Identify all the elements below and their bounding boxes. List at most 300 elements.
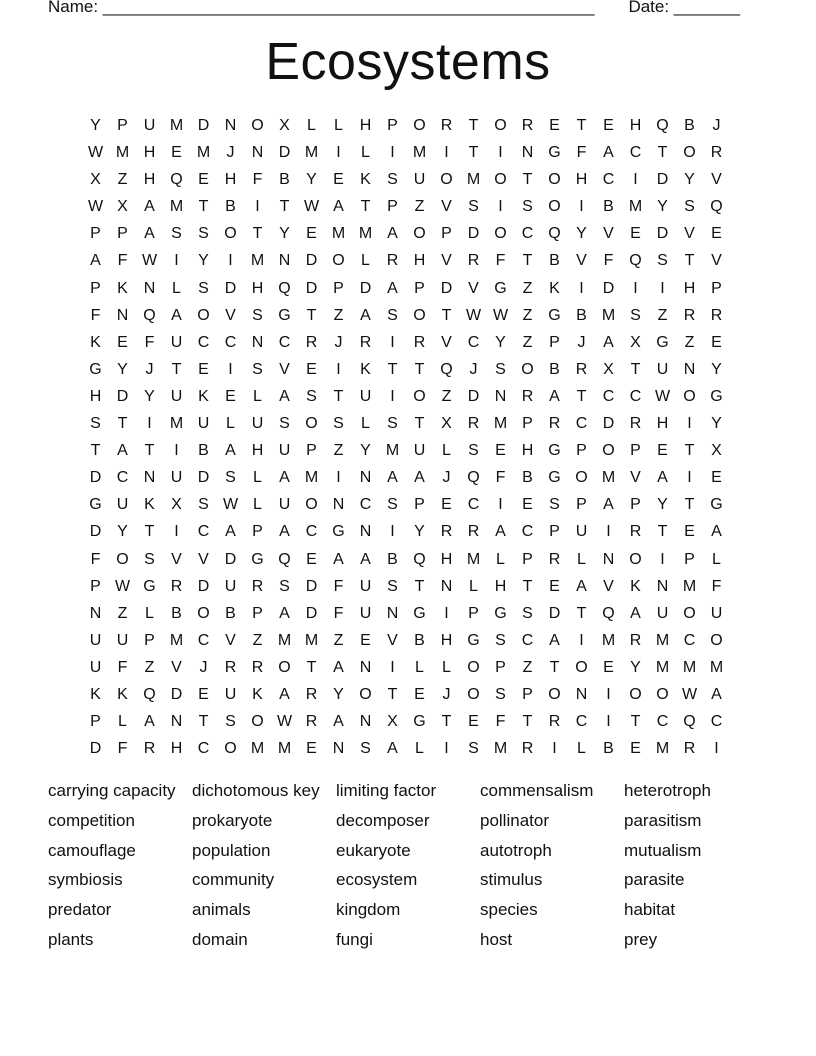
grid-letter[interactable]: A	[414, 469, 425, 487]
grid-letter[interactable]: T	[468, 144, 479, 162]
grid-letter[interactable]: A	[603, 144, 614, 162]
date-field[interactable]: Date: _______	[628, 0, 740, 16]
grid-letter[interactable]: A	[549, 631, 560, 649]
grid-letter[interactable]: T	[171, 360, 182, 378]
grid-letter[interactable]: E	[522, 496, 533, 514]
grid-letter[interactable]: E	[171, 144, 182, 162]
grid-letter[interactable]: Q	[278, 550, 291, 568]
grid-letter[interactable]: Z	[657, 306, 668, 324]
grid-letter[interactable]: O	[683, 387, 696, 405]
grid-letter[interactable]: M	[655, 658, 670, 676]
grid-letter[interactable]: O	[197, 604, 210, 622]
grid-letter[interactable]: O	[548, 685, 561, 703]
grid-letter[interactable]: E	[711, 333, 722, 351]
grid-letter[interactable]: N	[332, 496, 345, 514]
grid-letter[interactable]: B	[603, 198, 614, 216]
grid-letter[interactable]: Q	[710, 198, 723, 216]
grid-letter[interactable]: L	[577, 550, 586, 568]
grid-letter[interactable]: N	[251, 144, 264, 162]
grid-letter[interactable]: T	[441, 713, 452, 731]
grid-letter[interactable]: R	[413, 333, 426, 351]
grid-letter[interactable]: E	[414, 685, 425, 703]
grid-letter[interactable]: R	[440, 523, 453, 541]
grid-letter[interactable]: C	[629, 144, 642, 162]
grid-letter[interactable]: J	[712, 117, 721, 134]
grid-letter[interactable]: F	[495, 469, 506, 487]
grid-letter[interactable]: E	[441, 496, 452, 514]
grid-letter[interactable]: R	[629, 523, 642, 541]
grid-letter[interactable]: A	[333, 713, 344, 731]
grid-letter[interactable]: A	[387, 225, 398, 243]
grid-letter[interactable]: M	[196, 144, 211, 162]
grid-letter[interactable]: Y	[90, 117, 101, 134]
grid-letter[interactable]: R	[305, 685, 318, 703]
grid-letter[interactable]: N	[89, 604, 102, 622]
grid-letter[interactable]: M	[466, 550, 481, 568]
grid-letter[interactable]: L	[361, 415, 370, 433]
grid-letter[interactable]: X	[603, 360, 614, 378]
grid-letter[interactable]: S	[90, 415, 101, 433]
grid-letter[interactable]: W	[492, 306, 509, 324]
grid-letter[interactable]: R	[683, 306, 696, 324]
grid-letter[interactable]: O	[413, 387, 426, 405]
grid-letter[interactable]: Q	[170, 171, 183, 189]
grid-letter[interactable]: S	[225, 713, 236, 731]
grid-letter[interactable]: M	[331, 225, 346, 243]
grid-letter[interactable]: P	[90, 577, 101, 595]
grid-letter[interactable]: I	[174, 523, 179, 541]
grid-letter[interactable]: P	[522, 550, 533, 568]
grid-letter[interactable]: S	[495, 360, 506, 378]
grid-letter[interactable]: M	[493, 415, 508, 433]
grid-letter[interactable]: V	[198, 550, 209, 568]
grid-letter[interactable]: M	[358, 225, 373, 243]
grid-letter[interactable]: Y	[711, 415, 722, 433]
grid-letter[interactable]: H	[440, 550, 453, 568]
grid-letter[interactable]: F	[117, 252, 128, 270]
grid-letter[interactable]: Q	[413, 550, 426, 568]
grid-letter[interactable]: I	[147, 415, 152, 433]
grid-letter[interactable]: B	[225, 198, 236, 216]
grid-letter[interactable]: Z	[117, 171, 128, 189]
grid-letter[interactable]: Y	[333, 685, 344, 703]
grid-letter[interactable]: T	[279, 198, 290, 216]
grid-letter[interactable]: U	[89, 631, 102, 649]
grid-letter[interactable]: O	[359, 685, 372, 703]
grid-letter[interactable]: E	[549, 577, 560, 595]
grid-letter[interactable]: O	[224, 740, 237, 758]
grid-letter[interactable]: M	[304, 144, 319, 162]
grid-letter[interactable]: E	[711, 225, 722, 243]
grid-letter[interactable]: I	[687, 469, 692, 487]
grid-letter[interactable]: U	[197, 415, 210, 433]
grid-letter[interactable]: V	[630, 469, 641, 487]
grid-letter[interactable]: I	[714, 740, 719, 758]
grid-letter[interactable]: R	[521, 387, 534, 405]
grid-letter[interactable]: A	[171, 306, 182, 324]
grid-letter[interactable]: S	[198, 496, 209, 514]
grid-letter[interactable]: P	[441, 225, 452, 243]
grid-letter[interactable]: F	[90, 550, 101, 568]
grid-letter[interactable]: L	[361, 252, 370, 270]
grid-letter[interactable]: C	[710, 713, 723, 731]
grid-letter[interactable]: U	[251, 415, 264, 433]
grid-letter[interactable]: O	[413, 225, 426, 243]
grid-letter[interactable]: S	[468, 198, 479, 216]
grid-letter[interactable]: E	[198, 685, 209, 703]
grid-letter[interactable]: X	[441, 415, 452, 433]
grid-letter[interactable]: R	[359, 333, 372, 351]
grid-letter[interactable]: C	[467, 333, 480, 351]
grid-letter[interactable]: X	[387, 713, 398, 731]
grid-letter[interactable]: F	[333, 577, 344, 595]
grid-letter[interactable]: Q	[467, 469, 480, 487]
grid-letter[interactable]: L	[172, 279, 181, 297]
grid-letter[interactable]: Y	[657, 198, 668, 216]
grid-letter[interactable]: A	[387, 740, 398, 758]
grid-letter[interactable]: D	[656, 225, 669, 243]
grid-letter[interactable]: E	[468, 713, 479, 731]
grid-letter[interactable]: K	[360, 360, 371, 378]
grid-letter[interactable]: L	[226, 415, 235, 433]
grid-letter[interactable]: G	[143, 577, 156, 595]
grid-letter[interactable]: O	[467, 658, 480, 676]
grid-letter[interactable]: Q	[602, 604, 615, 622]
grid-letter[interactable]: B	[171, 604, 182, 622]
grid-letter[interactable]: C	[602, 387, 615, 405]
grid-letter[interactable]: M	[682, 577, 697, 595]
grid-letter[interactable]: H	[143, 171, 156, 189]
grid-letter[interactable]: U	[170, 333, 183, 351]
grid-letter[interactable]: G	[413, 604, 426, 622]
grid-letter[interactable]: A	[90, 252, 101, 270]
grid-letter[interactable]: E	[495, 442, 506, 460]
grid-letter[interactable]: T	[144, 523, 155, 541]
grid-letter[interactable]: V	[711, 171, 722, 189]
grid-letter[interactable]: K	[630, 577, 641, 595]
grid-letter[interactable]: Q	[440, 360, 453, 378]
grid-letter[interactable]: A	[630, 604, 641, 622]
grid-letter[interactable]: X	[171, 496, 182, 514]
grid-letter[interactable]: Q	[143, 306, 156, 324]
grid-letter[interactable]: R	[467, 252, 480, 270]
name-field[interactable]: Name: ____________________________________________________	[48, 0, 595, 16]
grid-letter[interactable]: S	[387, 306, 398, 324]
grid-letter[interactable]: O	[332, 252, 345, 270]
grid-letter[interactable]: H	[683, 279, 696, 297]
grid-letter[interactable]: T	[414, 577, 425, 595]
grid-letter[interactable]: E	[603, 117, 614, 134]
grid-letter[interactable]: D	[440, 279, 453, 297]
grid-letter[interactable]: D	[305, 279, 318, 297]
grid-letter[interactable]: Q	[143, 685, 156, 703]
grid-letter[interactable]: T	[522, 252, 533, 270]
grid-letter[interactable]: U	[224, 685, 237, 703]
grid-letter[interactable]: P	[333, 279, 344, 297]
grid-letter[interactable]: U	[359, 387, 372, 405]
grid-letter[interactable]: B	[387, 550, 398, 568]
grid-letter[interactable]: R	[305, 713, 318, 731]
grid-letter[interactable]: M	[655, 631, 670, 649]
grid-letter[interactable]: A	[279, 469, 290, 487]
grid-letter[interactable]: S	[198, 225, 209, 243]
grid-letter[interactable]: E	[306, 550, 317, 568]
grid-letter[interactable]: F	[711, 577, 722, 595]
grid-letter[interactable]: S	[495, 631, 506, 649]
grid-letter[interactable]: R	[170, 577, 183, 595]
grid-letter[interactable]: S	[198, 279, 209, 297]
grid-letter[interactable]: I	[228, 252, 233, 270]
grid-letter[interactable]: Q	[548, 225, 561, 243]
grid-letter[interactable]: T	[414, 415, 425, 433]
grid-letter[interactable]: I	[444, 144, 449, 162]
grid-letter[interactable]: L	[442, 658, 451, 676]
grid-letter[interactable]: C	[629, 387, 642, 405]
grid-letter[interactable]: E	[198, 360, 209, 378]
grid-letter[interactable]: O	[116, 550, 129, 568]
grid-letter[interactable]: D	[197, 469, 210, 487]
grid-letter[interactable]: O	[251, 713, 264, 731]
grid-letter[interactable]: S	[252, 360, 263, 378]
grid-letter[interactable]: L	[415, 658, 424, 676]
grid-letter[interactable]: I	[579, 631, 584, 649]
grid-letter[interactable]: E	[225, 387, 236, 405]
grid-letter[interactable]: N	[170, 713, 183, 731]
grid-letter[interactable]: A	[279, 685, 290, 703]
grid-letter[interactable]: W	[276, 713, 293, 731]
grid-letter[interactable]: Y	[117, 523, 128, 541]
grid-letter[interactable]: S	[387, 577, 398, 595]
grid-letter[interactable]: G	[710, 387, 723, 405]
grid-letter[interactable]: H	[521, 442, 534, 460]
grid-letter[interactable]: C	[602, 171, 615, 189]
grid-letter[interactable]: D	[305, 252, 318, 270]
grid-letter[interactable]: C	[359, 496, 372, 514]
grid-letter[interactable]: M	[304, 631, 319, 649]
grid-letter[interactable]: P	[387, 117, 398, 134]
grid-letter[interactable]: S	[522, 198, 533, 216]
grid-letter[interactable]: I	[579, 198, 584, 216]
grid-letter[interactable]: M	[169, 117, 184, 134]
grid-letter[interactable]: Z	[684, 333, 695, 351]
grid-letter[interactable]: F	[144, 333, 155, 351]
grid-letter[interactable]: N	[224, 117, 237, 134]
grid-letter[interactable]: Z	[522, 658, 533, 676]
grid-letter[interactable]: F	[333, 604, 344, 622]
grid-letter[interactable]: E	[360, 631, 371, 649]
grid-letter[interactable]: T	[441, 306, 452, 324]
grid-letter[interactable]: Y	[630, 658, 641, 676]
grid-letter[interactable]: O	[494, 117, 507, 134]
grid-letter[interactable]: L	[253, 469, 262, 487]
grid-letter[interactable]: C	[197, 740, 210, 758]
grid-letter[interactable]: P	[90, 279, 101, 297]
grid-letter[interactable]: I	[174, 442, 179, 460]
grid-letter[interactable]: E	[630, 740, 641, 758]
grid-letter[interactable]: C	[116, 469, 129, 487]
grid-letter[interactable]: W	[114, 577, 131, 595]
grid-letter[interactable]: N	[575, 685, 588, 703]
grid-letter[interactable]: O	[683, 604, 696, 622]
grid-letter[interactable]: H	[251, 442, 264, 460]
grid-letter[interactable]: O	[413, 306, 426, 324]
grid-letter[interactable]: R	[629, 415, 642, 433]
grid-letter[interactable]: S	[468, 442, 479, 460]
grid-letter[interactable]: N	[359, 658, 372, 676]
grid-letter[interactable]: S	[279, 577, 290, 595]
grid-letter[interactable]: G	[89, 360, 102, 378]
grid-letter[interactable]: T	[306, 658, 317, 676]
grid-letter[interactable]: D	[224, 279, 237, 297]
grid-letter[interactable]: S	[252, 306, 263, 324]
grid-letter[interactable]: K	[360, 171, 371, 189]
grid-letter[interactable]: K	[90, 333, 101, 351]
grid-letter[interactable]: O	[521, 360, 534, 378]
grid-letter[interactable]: L	[496, 550, 505, 568]
grid-letter[interactable]: S	[630, 306, 641, 324]
grid-letter[interactable]: L	[361, 144, 370, 162]
grid-letter[interactable]: E	[711, 469, 722, 487]
grid-letter[interactable]: M	[601, 306, 616, 324]
grid-letter[interactable]: Z	[252, 631, 263, 649]
grid-letter[interactable]: H	[575, 171, 588, 189]
grid-letter[interactable]: J	[442, 469, 451, 487]
grid-letter[interactable]: D	[305, 604, 318, 622]
grid-letter[interactable]: T	[144, 442, 155, 460]
grid-letter[interactable]: O	[251, 117, 264, 134]
grid-letter[interactable]: D	[170, 685, 183, 703]
grid-letter[interactable]: M	[682, 658, 697, 676]
grid-letter[interactable]: Y	[144, 387, 155, 405]
grid-letter[interactable]: I	[390, 523, 395, 541]
grid-letter[interactable]: T	[117, 415, 128, 433]
grid-letter[interactable]: D	[116, 387, 129, 405]
grid-letter[interactable]: R	[521, 117, 534, 134]
grid-letter[interactable]: G	[332, 523, 345, 541]
grid-letter[interactable]: Y	[198, 252, 209, 270]
grid-letter[interactable]: M	[250, 252, 265, 270]
grid-letter[interactable]: Q	[656, 117, 669, 134]
grid-letter[interactable]: C	[224, 333, 237, 351]
grid-letter[interactable]: C	[197, 523, 210, 541]
grid-letter[interactable]: M	[115, 144, 130, 162]
grid-letter[interactable]: F	[495, 713, 506, 731]
grid-letter[interactable]: S	[495, 685, 506, 703]
grid-letter[interactable]: O	[629, 550, 642, 568]
grid-letter[interactable]: M	[466, 171, 481, 189]
grid-letter[interactable]: H	[413, 252, 426, 270]
grid-letter[interactable]: T	[549, 658, 560, 676]
grid-letter[interactable]: O	[629, 685, 642, 703]
grid-letter[interactable]: N	[386, 604, 399, 622]
grid-letter[interactable]: P	[252, 604, 263, 622]
grid-letter[interactable]: M	[709, 658, 724, 676]
grid-letter[interactable]: C	[521, 225, 534, 243]
grid-letter[interactable]: F	[117, 658, 128, 676]
grid-letter[interactable]: W	[681, 685, 698, 703]
grid-letter[interactable]: K	[549, 279, 560, 297]
grid-letter[interactable]: A	[144, 198, 155, 216]
grid-letter[interactable]: M	[655, 740, 670, 758]
grid-letter[interactable]: P	[711, 279, 722, 297]
grid-letter[interactable]: M	[169, 415, 184, 433]
grid-letter[interactable]: X	[117, 198, 128, 216]
grid-letter[interactable]: R	[548, 415, 561, 433]
grid-letter[interactable]: O	[467, 685, 480, 703]
grid-letter[interactable]: P	[90, 713, 101, 731]
grid-letter[interactable]: X	[711, 442, 722, 460]
grid-letter[interactable]: U	[278, 442, 291, 460]
grid-letter[interactable]: A	[360, 550, 371, 568]
grid-letter[interactable]: X	[630, 333, 641, 351]
grid-letter[interactable]: E	[306, 740, 317, 758]
grid-letter[interactable]: M	[628, 198, 643, 216]
grid-letter[interactable]: F	[90, 306, 101, 324]
grid-letter[interactable]: U	[143, 117, 156, 134]
grid-letter[interactable]: N	[494, 387, 507, 405]
grid-letter[interactable]: A	[711, 685, 722, 703]
grid-letter[interactable]: A	[144, 225, 155, 243]
grid-letter[interactable]: P	[117, 117, 128, 134]
grid-letter[interactable]: D	[359, 279, 372, 297]
grid-letter[interactable]: B	[414, 631, 425, 649]
grid-letter[interactable]: J	[334, 333, 343, 351]
grid-letter[interactable]: I	[498, 144, 503, 162]
grid-letter[interactable]: A	[225, 523, 236, 541]
grid-letter[interactable]: V	[711, 252, 722, 270]
grid-letter[interactable]: B	[549, 252, 560, 270]
grid-letter[interactable]: G	[494, 604, 507, 622]
grid-letter[interactable]: Z	[522, 333, 533, 351]
grid-letter[interactable]: D	[548, 604, 561, 622]
grid-letter[interactable]: R	[710, 306, 723, 324]
grid-letter[interactable]: R	[251, 577, 264, 595]
grid-letter[interactable]: N	[143, 279, 156, 297]
grid-letter[interactable]: A	[333, 198, 344, 216]
grid-letter[interactable]: M	[412, 144, 427, 162]
grid-letter[interactable]: X	[279, 117, 290, 134]
grid-letter[interactable]: A	[333, 658, 344, 676]
grid-letter[interactable]: B	[198, 442, 209, 460]
grid-letter[interactable]: U	[710, 604, 723, 622]
grid-letter[interactable]: S	[360, 740, 371, 758]
grid-letter[interactable]: I	[444, 604, 449, 622]
grid-letter[interactable]: V	[225, 306, 236, 324]
grid-letter[interactable]: P	[630, 442, 641, 460]
grid-letter[interactable]: C	[197, 333, 210, 351]
grid-letter[interactable]: T	[684, 252, 695, 270]
grid-letter[interactable]: I	[660, 550, 665, 568]
grid-letter[interactable]: M	[169, 198, 184, 216]
grid-letter[interactable]: B	[684, 117, 695, 134]
grid-letter[interactable]: M	[277, 631, 292, 649]
grid-letter[interactable]: A	[387, 469, 398, 487]
grid-letter[interactable]: I	[444, 740, 449, 758]
grid-letter[interactable]: N	[602, 550, 615, 568]
grid-letter[interactable]: B	[279, 171, 290, 189]
grid-letter[interactable]: P	[684, 550, 695, 568]
grid-letter[interactable]: S	[657, 252, 668, 270]
grid-letter[interactable]: I	[606, 685, 611, 703]
grid-letter[interactable]: H	[359, 117, 372, 134]
grid-letter[interactable]: P	[495, 658, 506, 676]
grid-letter[interactable]: Z	[333, 306, 344, 324]
grid-letter[interactable]: F	[252, 171, 263, 189]
grid-letter[interactable]: P	[144, 631, 155, 649]
grid-letter[interactable]: U	[224, 577, 237, 595]
grid-letter[interactable]: Q	[629, 252, 642, 270]
grid-letter[interactable]: H	[494, 577, 507, 595]
